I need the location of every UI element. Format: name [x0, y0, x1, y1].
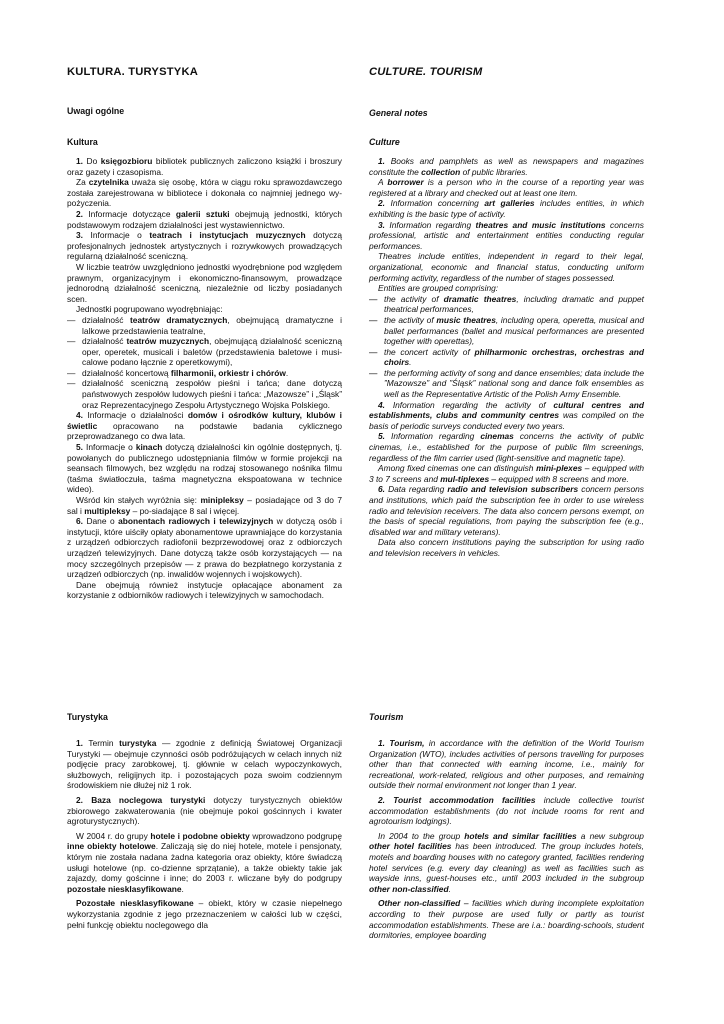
paragraph: W 2004 r. do grupy hotele i podobne obiekty wprowadzono podgrupę inne obiekty hotelowe. Zaliczają się do niej hotele, motele i pensjonaty, którym nie została nadana żadna kategoria oraz obiekty, które świadczą usługi hotelowe (np. co-dzienne sprzątanie), a także obiekty takie jak zajazdy, domy gościnne i inne; do 2003 r. wliczane były do podgrupy pozostałe niesklasyfikowane. [67, 830, 343, 894]
paragraph: Entities are grouped comprising: [378, 283, 499, 294]
paragraph: Wśród kin stałych wyróżnia się: minipleksy – posiadające od 3 do 7 sal i multipleksy – po-siadające 8 sal i więcej. [67, 495, 342, 516]
paragraph: Theatres include entities, independent in regard to their legal, organizational, economic and financial status, conducting uniform performing activity, regardless of the number of stages possessed. [369, 251, 644, 283]
paragraph: 1. Do księgozbioru bibliotek publicznych zaliczono książki i broszury oraz gazety i czasopisma. [67, 156, 342, 177]
list-item: — działalność koncertową filharmonii, orkiestr i chórów. [67, 368, 342, 379]
list-item: — the concert activity of philharmonic orchestras, orchestras and choirs. [369, 347, 644, 368]
paragraph: 2. Baza noclegowa turystyki dotyczy turystycznych obiektów zbiorowego zakwaterowania (nie obejmuje pokoi gościnnych i kwater agroturystycznych). [67, 794, 343, 827]
paragraph: 3. Informacje o teatrach i instytucjach muzycznych dotyczą profesjonalnych jednostek artystycznych i rozrywkowych prowadzących regularną działalność sceniczną. [67, 230, 342, 262]
paragraph: 1. Termin turystyka — zgodnie z definicją Światowej Organizacji Turystyki — obejmuje czynności osób podróżujących w celach innych niż podjęcie pracy zarobkowej, tj. głównie w celach wypoczynkowych, służbowych, religijnych itp. i pozostających poza swoim codziennym środowiskiem nie dłużej niż 1 rok. [67, 738, 342, 791]
paragraph: 6. Data regarding radio and television subscribers concern persons and institutions, which paid the subscription fee in order to use wireless radio and television receivers. The data also concern persons exempt, on the basis of special regulations, from paying the subscription fee (e.g., disabled war and military veterans). [369, 484, 644, 537]
list-item: — działalność teatrów dramatycznych, obejmującą dramatyczne i lalkowe przedstawienia teatralne, [67, 315, 342, 336]
paragraph: Za czytelnika uważa się osobę, która w ciągu roku sprawozdawczego została zarejestrowana w bibliotece i dokonała co najmniej jednego wy-pożyczenia. [67, 177, 342, 209]
paragraph: 6. Dane o abonentach radiowych i telewizyjnych w dotyczą osób i instytucji, które uiściły opłaty abonamentowe uprawniające do korzystania z urządzeń odbiorczych radiofonii bezprzewodowej oraz z odbiorczych urządzeń telewizyjnych. Dane dotyczą także osób korzystających — na mocy szczególnych przepisów — z prawa do bezpłatnego korzystania z urządzeń odbiorczych (np. inwalidów wojennych i wojskowych). [67, 516, 342, 580]
list-item: — the performing activity of song and dance ensembles; data include the ”Mazowsze” and ”Śląsk” national song and dance folk ensembles as well as the Representative Artistic of the Polish Army Ensemble. [369, 368, 644, 400]
paragraph: W liczbie teatrów uwzględniono jednostki wyodrębnione pod względem prawnym, organizacyjnym i ekonomiczno-finansowym, prowadzące jednorodną działalność sceniczną, niezależnie od liczby posiadanych scen. [67, 261, 342, 304]
paragraph: 2. Information concerning art galleries includes entities, in which exhibiting is the basic type of activity. [369, 198, 644, 219]
paragraph: 1. Books and pamphlets as well as newspapers and magazines constitute the collection of public libraries. [369, 156, 644, 177]
culture-notes-pl [67, 156, 342, 601]
tourism-notes-pl [67, 738, 342, 930]
general-notes-heading-en: General notes [369, 108, 428, 118]
paragraph: 3. Information regarding theatres and music institutions concerns professional, artistic and entertainment entities conducting regular performances. [369, 219, 644, 251]
culture-heading-pl: Kultura [67, 137, 98, 147]
paragraph: 5. Information regarding cinemas concerns the activity of public cinemas, i.e., established for the purpose of public film screenings, regardless of the film carrier used (light-sensitive and magnetic tape). [369, 431, 644, 463]
paragraph: 2. Tourist accommodation facilities include collective tourist accommodation establishments (do not include rooms for rent and agrotourism lodgings). [369, 794, 644, 827]
list-item: — the activity of music theatres, including opera, operetta, musical and ballet performances (ballet and musical performances are presented together with operettas), [369, 315, 644, 347]
paragraph: Other non-classified – facilities which during incomplete exploitation according to their purpose are used fully or partly as tourist accommodation establishments. These are i.a.: boarding-schools, student dormitories, employee boarding [369, 898, 644, 941]
paragraph: In 2004 to the group hotels and similar facilities a new subgroup other hotel facilities has been introduced. The group includes hotels, motels and boarding houses with no category granted, facilities rendering hotel services (e.g. every day cleaning) as well as facilities such as wayside inns, guest-houses etc., until 2003 included in the subgroup other non-classified. [369, 830, 644, 894]
paragraph: Pozostałe niesklasyfikowane – obiekt, który w czasie niepełnego wykorzystania zgodnie z jego przeznaczeniem w całości lub w części, pełni funkcję obiektu noclegowego dla [67, 898, 342, 930]
page-title-en: CULTURE. TOURISM [369, 66, 483, 78]
paragraph: 5. Informacje o kinach dotyczą działalności kin ogólnie dostępnych, tj. powołanych do publicznego udostępniania filmów w formie projekcji na seansach filmowych, bez względu na rodzaj stosowanego nośnika filmu (taśma światłoczuła, taśma magnetyczna ekspoatowana w technice wideo). [67, 442, 342, 495]
paragraph: A borrower is a person who in the course of a reporting year was registered at a library and checked out at least one item. [369, 177, 645, 198]
paragraph: 4. Informacje o działalności domów i ośrodków kultury, klubów i świetlic opracowano na podstawie badania cyklicznego przeprowadzanego co dwa lata. [67, 410, 342, 442]
paragraph: Data also concern institutions paying the subscription for using radio and television receivers in vehicles. [369, 537, 644, 558]
list-item: — działalność sceniczną zespołów pieśni i tańca; dane dotyczą państwowych zespołów ludowych pieśni i tańca: „Mazowsze” i „Śląsk” oraz Reprezentacyjnego Zespołu Artystycznego Wojska Polskiego. [67, 378, 342, 410]
paragraph: 2. Informacje dotyczące galerii sztuki obejmują jednostki, których podstawowym rodzajem działalności jest wystawiennictwo. [67, 208, 343, 230]
paragraph: 1. Tourism, in accordance with the definition of the World Tourism Organization (WTO), includes activities of persons travelling for purposes other than that connected with earning income, i.e., mainly for recreational, work-related, religious and other purposes, and remaining outside their normal environment not longer than 1 year. [369, 738, 645, 791]
list [67, 315, 342, 410]
paragraph: Dane obejmują również instytucje opłacające abonament za korzystanie z odbiorników radiowych i telewizyjnych w samochodach. [67, 579, 342, 601]
culture-heading-en: Culture [369, 137, 400, 147]
list [369, 294, 644, 400]
list-item: — działalność teatrów muzycznych, obejmującą działalność sceniczną oper, operetek, musicali i baletów (przedstawienia baletowe i musi-calowe podano łącznie z operetkowymi), [67, 336, 342, 368]
tourism-notes-en [369, 738, 644, 941]
tourism-heading-pl: Turystyka [67, 712, 108, 722]
culture-notes-en [369, 156, 644, 559]
paragraph: Among fixed cinemas one can distinguish mini-plexes – equipped with 3 to 7 screens and mul-tiplexes – equipped with 8 screens and more. [369, 463, 644, 484]
paragraph: Jednostki pogrupowano wyodrębniając: [76, 304, 223, 315]
list-item: — the activity of dramatic theatres, including dramatic and puppet theatrical performances, [369, 294, 644, 315]
tourism-heading-en: Tourism [369, 712, 404, 722]
paragraph: 4. Information regarding the activity of cultural centres and establishments, clubs and community centres was compiled on the basis of periodic surveys conducted every two years. [369, 399, 644, 431]
general-notes-heading-pl: Uwagi ogólne [67, 106, 125, 116]
page-title-pl: KULTURA. TURYSTYKA [67, 66, 199, 78]
